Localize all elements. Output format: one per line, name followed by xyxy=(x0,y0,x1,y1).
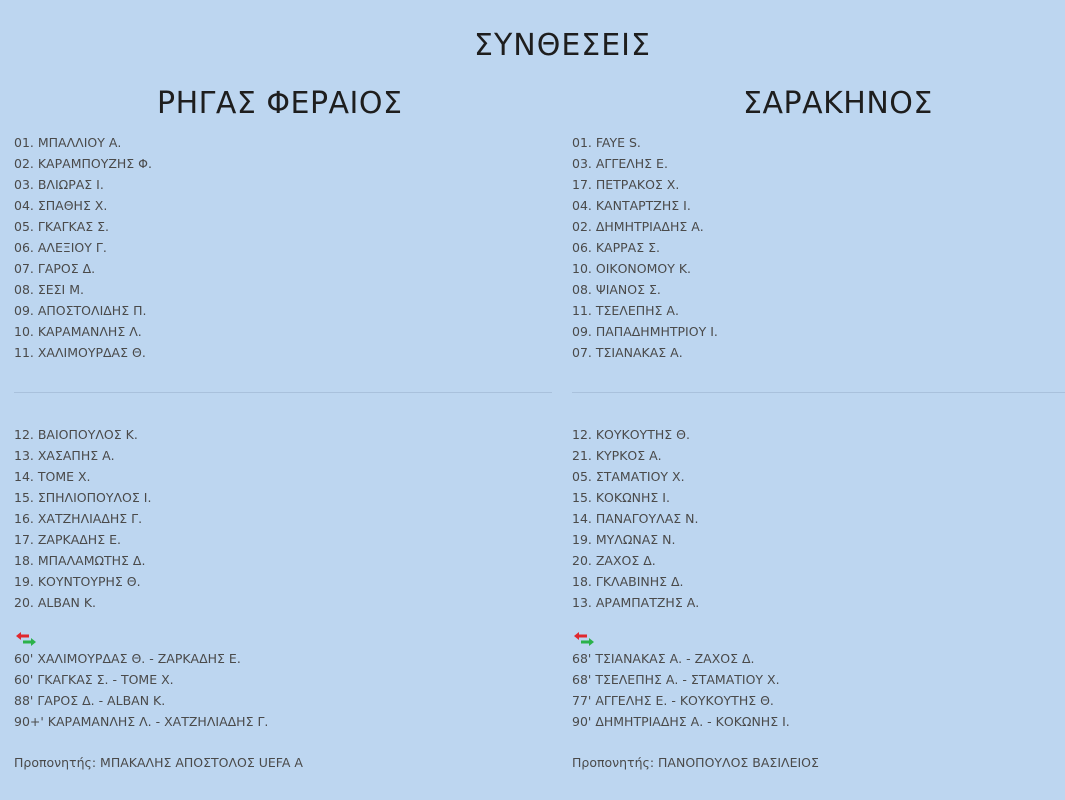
list-item: 16. ΧΑΤΖΗΛΙΑΔΗΣ Γ. xyxy=(14,511,143,526)
list-item: 12. ΚΟΥΚΟΥΤΗΣ Θ. xyxy=(572,427,690,442)
list-item: 12. ΒΑΙΟΠΟΥΛΟΣ Κ. xyxy=(14,427,138,442)
list-item: 68' ΤΣΙΑΝΑΚΑΣ Α. - ΖΑΧΟΣ Δ. xyxy=(572,651,755,666)
away-bench-list xyxy=(572,424,699,613)
list-item: 05. ΓΚΑΓΚΑΣ Σ. xyxy=(14,219,110,234)
home-substitutions-list xyxy=(14,648,268,732)
list-item: 13. ΧΑΣΑΠΗΣ Α. xyxy=(14,448,115,463)
list-item: 08. ΣΕΣΙ Μ. xyxy=(14,282,84,297)
list-item: 14. ΠΑΝΑΓΟΥΛΑΣ Ν. xyxy=(572,511,699,526)
home-divider xyxy=(14,392,552,393)
list-item: 68' ΤΣΕΛΕΠΗΣ Α. - ΣΤΑΜΑΤΙΟΥ Χ. xyxy=(572,672,780,687)
away-substitutions-list xyxy=(572,648,790,732)
list-item: 09. ΠΑΠΑΔΗΜΗΤΡΙΟΥ Ι. xyxy=(572,324,718,339)
list-item: 15. ΣΠΗΛΙΟΠΟΥΛΟΣ Ι. xyxy=(14,490,152,505)
list-item: 13. ΑΡΑΜΠΑΤΖΗΣ Α. xyxy=(572,595,700,610)
list-item: 18. ΓΚΛΑΒΙΝΗΣ Δ. xyxy=(572,574,684,589)
list-item: 02. ΚΑΡΑΜΠΟΥΖΗΣ Φ. xyxy=(14,156,152,171)
list-item: 03. ΒΛΙΩΡΑΣ Ι. xyxy=(14,177,104,192)
list-item: 77' ΑΓΓΕΛΗΣ Ε. - ΚΟΥΚΟΥΤΗΣ Θ. xyxy=(572,693,774,708)
list-item: 19. ΜΥΛΩΝΑΣ Ν. xyxy=(572,532,676,547)
substitution-arrows-icon xyxy=(573,631,595,647)
list-item: 03. ΑΓΓΕΛΗΣ Ε. xyxy=(572,156,668,171)
list-item: 88' ΓΑΡΟΣ Δ. - ALBAN Κ. xyxy=(14,693,166,708)
home-coach: Προπονητής: ΜΠΑΚΑΛΗΣ ΑΠΟΣΤΟΛΟΣ UEFA A xyxy=(14,755,303,770)
arrow-in-icon xyxy=(581,638,594,646)
list-item: 07. ΤΣΙΑΝΑΚΑΣ Α. xyxy=(572,345,683,360)
list-item: 15. ΚΟΚΩΝΗΣ Ι. xyxy=(572,490,670,505)
list-item: 07. ΓΑΡΟΣ Δ. xyxy=(14,261,96,276)
home-bench-list xyxy=(14,424,151,613)
list-item: 17. ΠΕΤΡΑΚΟΣ Χ. xyxy=(572,177,680,192)
arrow-out-icon xyxy=(574,632,587,640)
list-item: 19. ΚΟΥΝΤΟΥΡΗΣ Θ. xyxy=(14,574,141,589)
list-item: 90+' ΚΑΡΑΜΑΝΛΗΣ Λ. - ΧΑΤΖΗΛΙΑΔΗΣ Γ. xyxy=(14,714,269,729)
list-item: 01. ΜΠΑΛΛΙΟΥ Α. xyxy=(14,135,122,150)
away-team-name: ΣΑΡΑΚΗΝΟΣ xyxy=(743,86,933,121)
list-item: 04. ΚΑΝΤΑΡΤΖΗΣ Ι. xyxy=(572,198,691,213)
list-item: 20. ΖΑΧΟΣ Δ. xyxy=(572,553,656,568)
list-item: 06. ΚΑΡΡΑΣ Σ. xyxy=(572,240,660,255)
arrow-in-icon xyxy=(23,638,36,646)
list-item: 60' ΧΑΛΙΜΟΥΡΔΑΣ Θ. - ΖΑΡΚΑΔΗΣ Ε. xyxy=(14,651,241,666)
list-item: 20. ALBAN Κ. xyxy=(14,595,96,610)
substitution-arrows-icon xyxy=(15,631,37,647)
list-item: 60' ΓΚΑΓΚΑΣ Σ. - ΤΟΜΕ Χ. xyxy=(14,672,174,687)
list-item: 01. FAYE S. xyxy=(572,135,641,150)
list-item: 21. ΚΥΡΚΟΣ Α. xyxy=(572,448,662,463)
list-item: 04. ΣΠΑΘΗΣ Χ. xyxy=(14,198,108,213)
away-divider xyxy=(572,392,1065,393)
away-starters-list xyxy=(572,132,718,363)
away-coach: Προπονητής: ΠΑΝΟΠΟΥΛΟΣ ΒΑΣΙΛΕΙΟΣ xyxy=(572,755,819,770)
list-item: 02. ΔΗΜΗΤΡΙΑΔΗΣ Α. xyxy=(572,219,704,234)
list-item: 18. ΜΠΑΛΑΜΩΤΗΣ Δ. xyxy=(14,553,146,568)
home-starters-list xyxy=(14,132,152,363)
list-item: 17. ΖΑΡΚΑΔΗΣ Ε. xyxy=(14,532,121,547)
arrow-out-icon xyxy=(16,632,29,640)
list-item: 08. ΨΙΑΝΟΣ Σ. xyxy=(572,282,661,297)
list-item: 06. ΑΛΕΞΙΟΥ Γ. xyxy=(14,240,107,255)
list-item: 05. ΣΤΑΜΑΤΙΟΥ Χ. xyxy=(572,469,685,484)
list-item: 10. ΚΑΡΑΜΑΝΛΗΣ Λ. xyxy=(14,324,142,339)
list-item: 09. ΑΠΟΣΤΟΛΙΔΗΣ Π. xyxy=(14,303,147,318)
page-title: ΣΥΝΘΕΣΕΙΣ xyxy=(473,28,651,63)
home-team-name: ΡΗΓΑΣ ΦΕΡΑΙΟΣ xyxy=(157,86,403,121)
list-item: 14. ΤΟΜΕ Χ. xyxy=(14,469,91,484)
list-item: 10. ΟΙΚΟΝΟΜΟΥ Κ. xyxy=(572,261,692,276)
list-item: 90' ΔΗΜΗΤΡΙΑΔΗΣ Α. - ΚΟΚΩΝΗΣ Ι. xyxy=(572,714,790,729)
list-item: 11. ΧΑΛΙΜΟΥΡΔΑΣ Θ. xyxy=(14,345,146,360)
list-item: 11. ΤΣΕΛΕΠΗΣ Α. xyxy=(572,303,679,318)
